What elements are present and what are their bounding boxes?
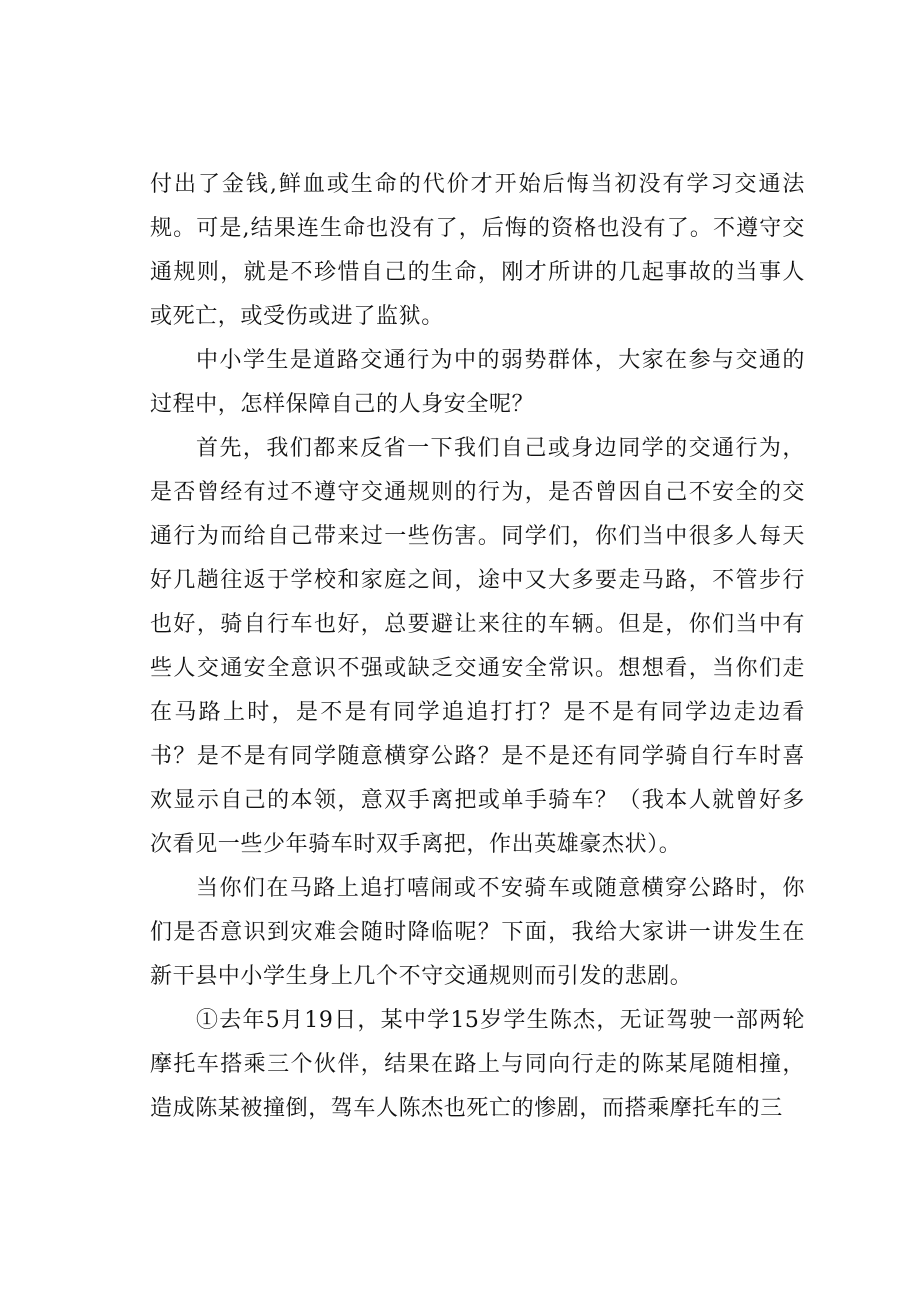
document-body <box>150 163 805 1131</box>
paragraph-4: 当你们在马路上追打嘻闹或不安骑车或随意横穿公路时，你们是否意识到灾难会随时降临呢？下面，我给大家讲一讲发生在新干县中小学生身上几个不守交通规则而引发的悲剧。 <box>150 876 805 989</box>
paragraph-3: 首先，我们都来反省一下我们自己或身边同学的交通行为，是否曾经有过不遵守交通规则的行为，是否曾因自己不安全的交通行为而给自己带来过一些伤害。同学们，你们当中很多人每天好几趟往返于学校和家庭之间，途中又大多要走马路，不管步行也好，骑自行车也好，总要避让来往的车辆。但是，你们当中有些人交通安全意识不强或缺乏交通安全常识。想想看，当你们走在马路上时，是不是有同学追追打打？是不是有同学边走边看书？是不是有同学随意横穿公路？是不是还有同学骑自行车时喜欢显示自己的本领，意双手离把或单手骑车？（我本人就曾好多次看见一些少年骑车时双手离把，作出英雄豪杰状）。 <box>150 436 805 857</box>
paragraph-2: 中小学生是道路交通行为中的弱势群体，大家在参与交通的过程中，怎样保障自己的人身安全呢？ <box>150 348 805 417</box>
paragraph-5: ①去年5月19日，某中学15岁学生陈杰，无证驾驶一部两轮摩托车搭乘三个伙伴，结果在路上与同向行走的陈某尾随相撞，造成陈某被撞倒，驾车人陈杰也死亡的惨剧，而搭乘摩托车的三 <box>150 1008 805 1121</box>
paragraph-1: 付出了金钱,鲜血或生命的代价才开始后悔当初没有学习交通法规。可是,结果连生命也没有了，后悔的资格也没有了。不遵守交通规则，就是不珍惜自己的生命，刚才所讲的几起事故的当事人或死亡，或受伤或进了监狱。 <box>150 172 805 329</box>
